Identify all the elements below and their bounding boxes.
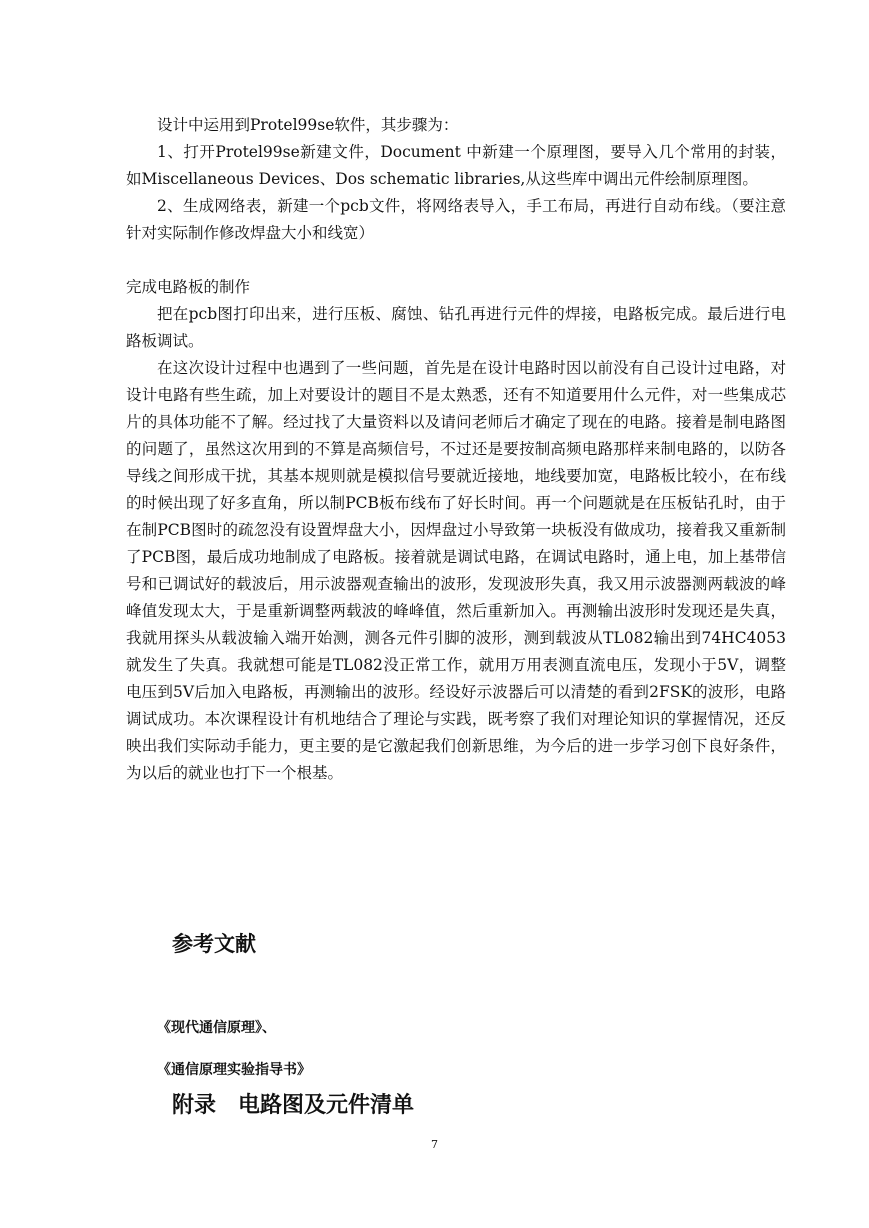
reference-item: 《现代通信原理》、 (157, 1020, 276, 1036)
intro-paragraph: 设计中运用到Protel99se软件，其步骤为： (157, 116, 459, 134)
references-heading: 参考文献 (172, 932, 256, 956)
pcb-paragraph: 把在pcb图打印出来，进行压板、腐蚀、钻孔再进行元件的焊接，电路板完成。最后进行电路板调试。 (126, 305, 786, 350)
step2-paragraph: 2、生成网络表，新建一个pcb文件，将网络表导入，手工布局，再进行自动布线。（要注意针对实际制作修改焊盘大小和线宽） (126, 197, 786, 242)
appendix-heading: 附录 电路图及元件清单 (172, 1093, 415, 1118)
section-title: 完成电路板的制作 (126, 278, 251, 296)
reference-item: 《通信原理实验指导书》 (157, 1062, 311, 1078)
paragraph-gap (126, 247, 786, 274)
step1-paragraph: 1、打开Protel99se新建文件，Document 中新建一个原理图，要导入几个常用的封装，如Miscellaneous Devices、Dos schematic libraries,从这些库中调出元件绘制原理图。 (126, 143, 786, 188)
body-text (126, 112, 786, 787)
page-number: 7 (431, 1138, 438, 1151)
summary-paragraph: 在这次设计过程中也遇到了一些问题，首先是在设计电路时因以前没有自己设计过电路，对设计电路有些生疏，加上对要设计的题目不是太熟悉，还有不知道要用什么元件，对一些集成芯片的具体功能不了解。经过找了大量资料以及请问老师后才确定了现在的电路。接着是制电路图的问题了，虽然这次用到的不算是高频信号，不过还是要按制高频电路那样来制电路的，以防各导线之间形成干扰，其基本规则就是模拟信号要就近接地，地线要加宽，电路板比较小，在布线的时候出现了好多直角，所以制PCB板布线布了好长时间。再一个问题就是在压板钻孔时，由于在制PCB图时的疏忽没有设置焊盘大小，因焊盘过小导致第一块板没有做成功，接着我又重新制了PCB图，最后成功地制成了电路板。接着就是调试电路，在调试电路时，通上电，加上基带信号和已调试好的载波后，用示波器观查输出的波形，发现波形失真，我又用示波器测两载波的峰峰值发现太大，于是重新调整两载波的峰峰值，然后重新加入。再测输出波形时发现还是失真，我就用探头从载波输入端开始测，测各元件引脚的波形，测到载波从TL082输出到74HC4053就发生了失真。我就想可能是TL082没正常工作，就用万用表测直流电压，发现小于5V，调整电压到5V后加入电路板，再测输出的波形。经设好示波器后可以清楚的看到2FSK的波形，电路调试成功。本次课程设计有机地结合了理论与实践，既考察了我们对理论知识的掌握情况，还反映出我们实际动手能力，更主要的是它激起我们创新思维，为今后的进一步学习创下良好条件，为以后的就业也打下一个根基。 (126, 359, 786, 782)
